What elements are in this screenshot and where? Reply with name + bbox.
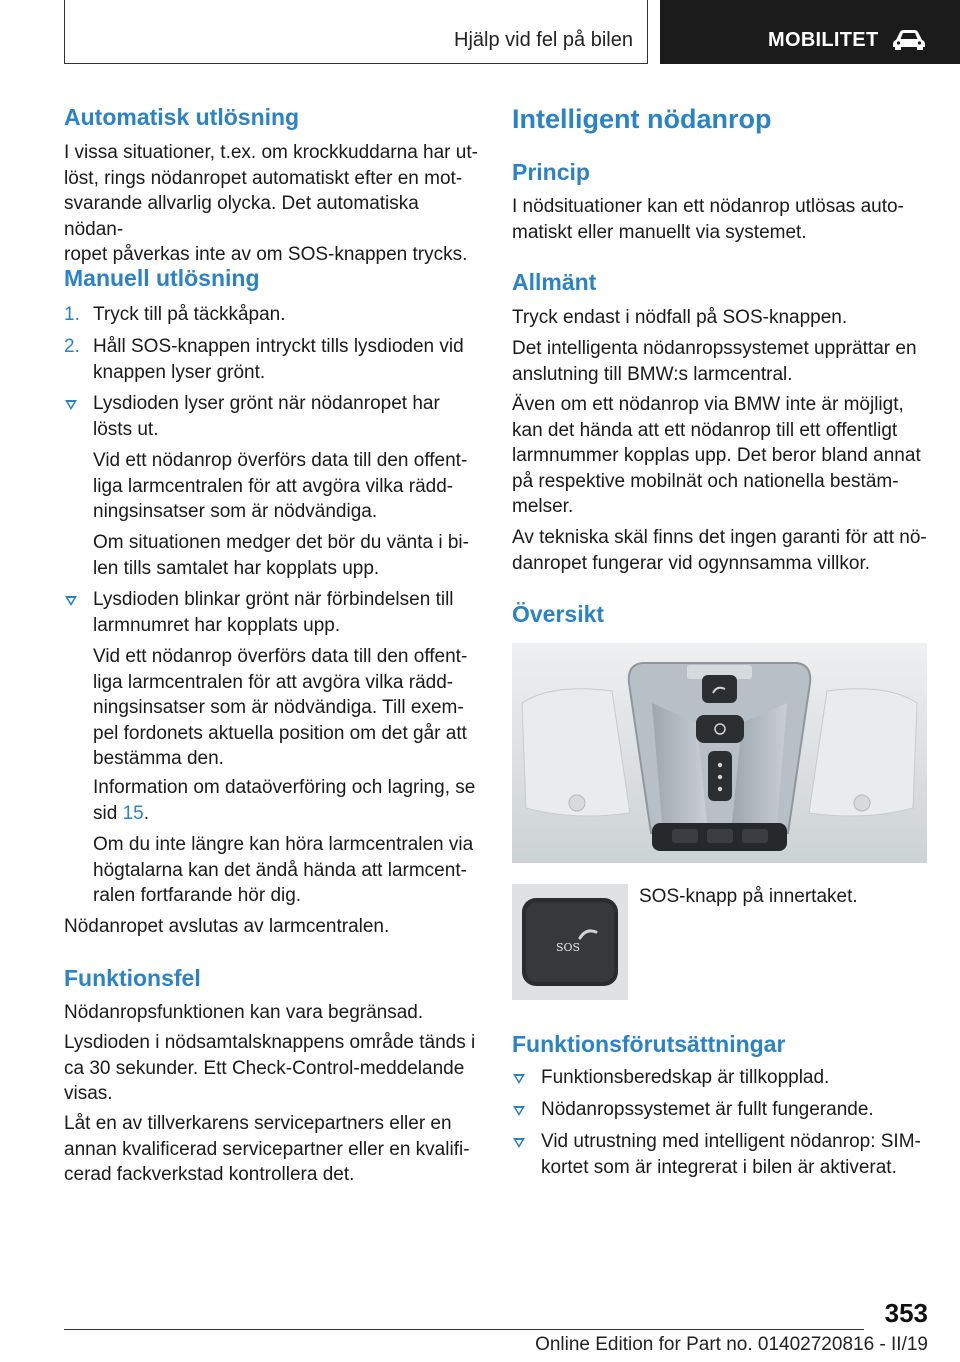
bullet-subtext: Information om dataöverföring och lagring, se sid 15. xyxy=(93,777,476,824)
bullet-subtext: Vid ett nödanrop överförs data till den offent- liga larmcentralen för att avgöra vilka rädd- ningsinsatser som är nödvändiga. xyxy=(93,450,468,522)
running-header xyxy=(64,0,648,64)
footer-divider xyxy=(64,1329,864,1330)
bullet-triangle-icon xyxy=(513,1074,525,1084)
heading-malfunction: Funktionsfel xyxy=(64,965,201,991)
heading-automatic-trigger: Automatisk utlösning xyxy=(64,104,300,130)
bullet-subtext: Om du inte längre kan höra larmcentralen via högtalarna kan det ändå hända att larmcent- ralen fortfarande hör dig. xyxy=(93,834,474,906)
car-icon xyxy=(892,28,926,50)
bullet-text: Lysdioden lyser grönt när nödanropet har lösts ut. xyxy=(93,393,440,440)
section-title: Hjälp vid fel på bilen xyxy=(454,29,633,51)
requirement-item: Vid utrustning med intelligent nödanrop: SIM- kortet som är integrerat i bilen är aktiverat. xyxy=(541,1131,921,1178)
general-text: Även om ett nödanrop via BMW inte är möjligt, kan det hända att ett nödanrop till ett offentligt larmnummer kopplas upp. Det beror bland annat på respektive mobilnät och nationella bestäm- melser. xyxy=(512,394,921,517)
step-text: Tryck till på täckkåpan. xyxy=(93,304,286,325)
bullet-triangle-icon xyxy=(65,400,77,410)
chapter-tab xyxy=(660,0,960,64)
step-number: 2. xyxy=(64,336,80,357)
bullet-text: Lysdioden blinkar grönt när förbindelsen till larmnumret har kopplats upp. xyxy=(93,589,454,636)
automatic-trigger-text: I vissa situationer, t.ex. om krockkuddarna har ut- löst, rings nödanropet automatiskt efter en mot- svarande allvarlig olycka. Det automatiska nödan- ropet påverkas inte av om SOS-knappen trycks. xyxy=(64,142,478,265)
requirement-item: Funktionsberedskap är tillkopplad. xyxy=(541,1067,830,1088)
bullet-subtext: Vid ett nödanrop överförs data till den offent- liga larmcentralen för att avgöra vilka rädd- ningsinsatser som är nödvändiga. Till exem- pel fordonets aktuella position om det går att bestämma den. xyxy=(93,646,468,769)
ceiling-console-image xyxy=(512,643,927,863)
malfunction-text: Nödanropsfunktionen kan vara begränsad. xyxy=(64,1002,424,1023)
chapter-label: MOBILITET xyxy=(768,29,879,51)
heading-general: Allmänt xyxy=(512,269,597,295)
step-number: 1. xyxy=(64,304,80,325)
heading-manual-trigger: Manuell utlösning xyxy=(64,265,260,291)
heading-intelligent-emergency-call: Intelligent nödanrop xyxy=(512,104,772,134)
malfunction-text: Låt en av tillverkarens servicepartners eller en annan kvalificerad servicepartner eller en kvalifi- cerad fackverkstad kontrollera det. xyxy=(64,1113,470,1185)
step-text: Håll SOS-knappen intryckt tills lysdioden vid knappen lyser grönt. xyxy=(93,336,464,383)
bullet-triangle-icon xyxy=(65,596,77,606)
image-caption: SOS-knapp på innertaket. xyxy=(639,886,858,907)
sos-button-image xyxy=(512,884,628,1000)
heading-principle: Princip xyxy=(512,159,590,185)
malfunction-text: Lysdioden i nödsamtalsknappens område tänds i ca 30 sekunder. Ett Check-Control-meddelande visas. xyxy=(64,1032,476,1104)
principle-text: I nödsituationer kan ett nödanrop utlösas auto- matiskt eller manuellt via systemet. xyxy=(512,196,904,243)
bullet-triangle-icon xyxy=(513,1138,525,1148)
general-text: Tryck endast i nödfall på SOS-knappen. xyxy=(512,307,848,328)
bullet-subtext: Om situationen medger det bör du vänta i bi- len tills samtalet har kopplats upp. xyxy=(93,532,469,579)
requirement-item: Nödanropssystemet är fullt fungerande. xyxy=(541,1099,874,1120)
sos-label: SOS xyxy=(556,941,581,954)
general-text: Av tekniska skäl finns det ingen garanti för att nö- danropet fungerar vid ogynnsamma villkor. xyxy=(512,527,927,574)
bullet-triangle-icon xyxy=(513,1106,525,1116)
general-text: Det intelligenta nödanropssystemet upprättar en anslutning till BMW:s larmcentral. xyxy=(512,338,917,385)
page-number: 353 xyxy=(884,1298,928,1328)
page-reference-link[interactable]: 15 xyxy=(122,802,144,824)
edition-footer: Online Edition for Part no. 01402720816 - II/19 xyxy=(535,1334,928,1355)
heading-requirements: Funktionsförutsättningar xyxy=(512,1031,786,1057)
end-text: Nödanropet avslutas av larmcentralen. xyxy=(64,916,390,937)
heading-overview: Översikt xyxy=(512,601,605,627)
